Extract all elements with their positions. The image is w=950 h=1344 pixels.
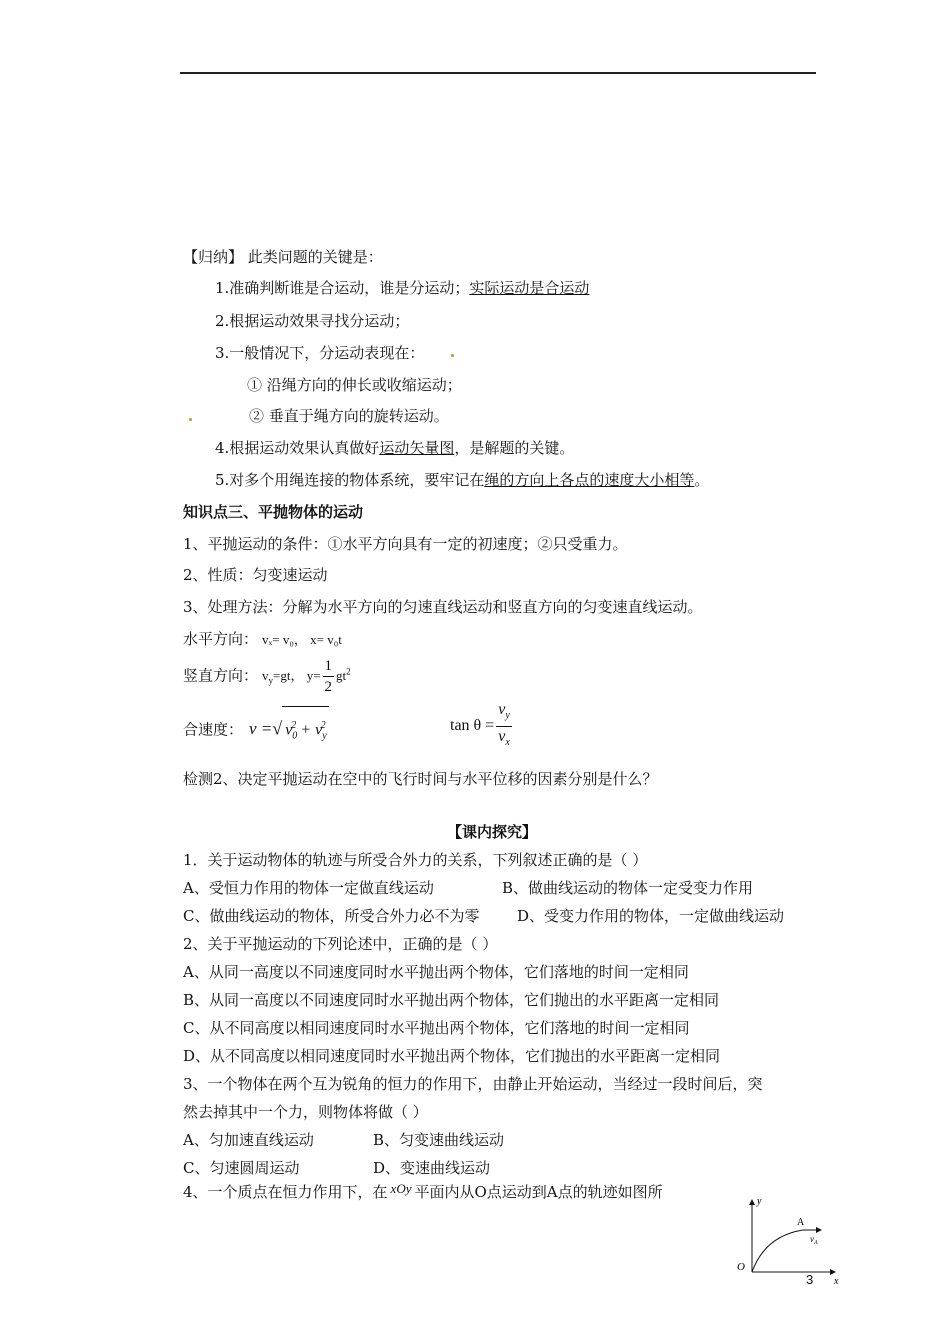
- horizontal-direction: 水平方向： vₓ= v₀， x= v₀t: [183, 630, 342, 648]
- resultant-speed: 合速度： v =√ $v_0^2 + v_y^2$: [183, 706, 329, 744]
- q2-option-d: D、从不同高度以相同速度同时水平抛出两个物体，它们抛出的水平距离一定相同: [183, 1047, 721, 1065]
- q3-option-b: B、匀变速曲线运动: [373, 1131, 505, 1149]
- summary-item-4: 4.根据运动效果认真做好运动矢量图，是解题的关键。: [215, 439, 575, 457]
- knowledge3-line-3: 3、处理方法：分解为水平方向的匀速直线运动和竖直方向的匀变速直线运动。: [183, 598, 703, 616]
- q2-option-a: A、从同一高度以不同速度同时水平抛出两个物体，它们落地的时间一定相同: [183, 963, 689, 981]
- q3-option-a: A、匀加速直线运动: [183, 1131, 314, 1149]
- q1-option-b: B、做曲线运动的物体一定受变力作用: [502, 879, 754, 897]
- q3-option-c: C、匀速圆周运动: [183, 1159, 300, 1177]
- question-1: 1．关于运动物体的轨迹与所受合外力的关系，下列叙述正确的是（ ）: [183, 851, 648, 869]
- question-2: 2、关于平抛运动的下列论述中，正确的是（ ）: [183, 935, 498, 953]
- velocity-label: $v_A$: [810, 1234, 818, 1246]
- trajectory-curve: [752, 1230, 803, 1272]
- check-2: 检测2、决定平抛运动在空中的飞行时间与水平位移的因素分别是什么？: [183, 770, 658, 788]
- knowledge3-heading: 知识点三、平抛物体的运动: [183, 503, 364, 521]
- question-3-line-1: 3、一个物体在两个互为锐角的恒力的作用下，由静止开始运动，当经过一段时间后，突: [183, 1075, 763, 1093]
- fraction-one-half: $\frac{1}{2}$: [324, 657, 333, 695]
- q2-option-c: C、从不同高度以相同速度同时水平抛出两个物体，它们落地的时间一定相同: [183, 1019, 690, 1037]
- x-axis-label: x: [834, 1276, 839, 1287]
- q3-option-d: D、变速曲线运动: [373, 1159, 491, 1177]
- stray-mark: [451, 354, 454, 357]
- sqrt-expression: $v_0^2 + v_y^2$: [282, 706, 328, 756]
- summary-item-3: 3.一般情况下，分运动表现在：: [215, 344, 425, 362]
- point-a-label: A: [797, 1217, 805, 1228]
- tan-theta-formula: tan θ = $\frac{v_y}{v_x}$: [450, 701, 510, 749]
- origin-label: O: [737, 1261, 745, 1273]
- trajectory-figure: [735, 1192, 845, 1288]
- q1-option-a: A、受恒力作用的物体一定做直线运动: [183, 879, 434, 897]
- summary-item-1: 1.准确判断谁是合运动，谁是分运动；实际运动是合运动: [215, 279, 590, 297]
- page-number: 3: [806, 1272, 814, 1287]
- q1-option-c: C、做曲线运动的物体，所受合外力必不为零: [183, 907, 480, 925]
- header-rule: [180, 72, 816, 74]
- question-4: 4、一个质点在恒力作用下，在 xOy 平面内从O点运动到A点的轨迹如图所: [183, 1181, 663, 1201]
- summary-title: 【归纳】 此类问题的关键是：: [183, 248, 383, 266]
- knowledge3-line-2: 2、性质：匀变速运动: [183, 566, 328, 584]
- summary-item-2: 2.根据运动效果寻找分运动；: [215, 312, 410, 330]
- y-axis-label: y: [757, 1196, 762, 1207]
- knowledge3-line-1: 1、平抛运动的条件：①水平方向具有一定的初速度；②只受重力。: [183, 535, 628, 553]
- stray-mark: [189, 418, 192, 421]
- inquiry-heading: 【课内探究】: [447, 823, 538, 841]
- summary-item-5: 5.对多个用绳连接的物体系统，要牢记在绳的方向上各点的速度大小相等。: [215, 471, 710, 489]
- q2-option-b: B、从同一高度以不同速度同时水平抛出两个物体，它们抛出的水平距离一定相同: [183, 991, 720, 1009]
- vertical-direction: 竖直方向： $v_y=gt$， y= $\frac{1}{2}$ $gt^2$: [183, 657, 351, 695]
- summary-sub-1: ① 沿绳方向的伸长或收缩运动；: [247, 376, 462, 394]
- summary-sub-2: ② 垂直于绳方向的旋转运动。: [249, 407, 449, 425]
- q1-option-d: D、受变力作用的物体，一定做曲线运动: [517, 907, 785, 925]
- question-3-line-2: 然去掉其中一个力，则物体将做（ ）: [183, 1103, 428, 1121]
